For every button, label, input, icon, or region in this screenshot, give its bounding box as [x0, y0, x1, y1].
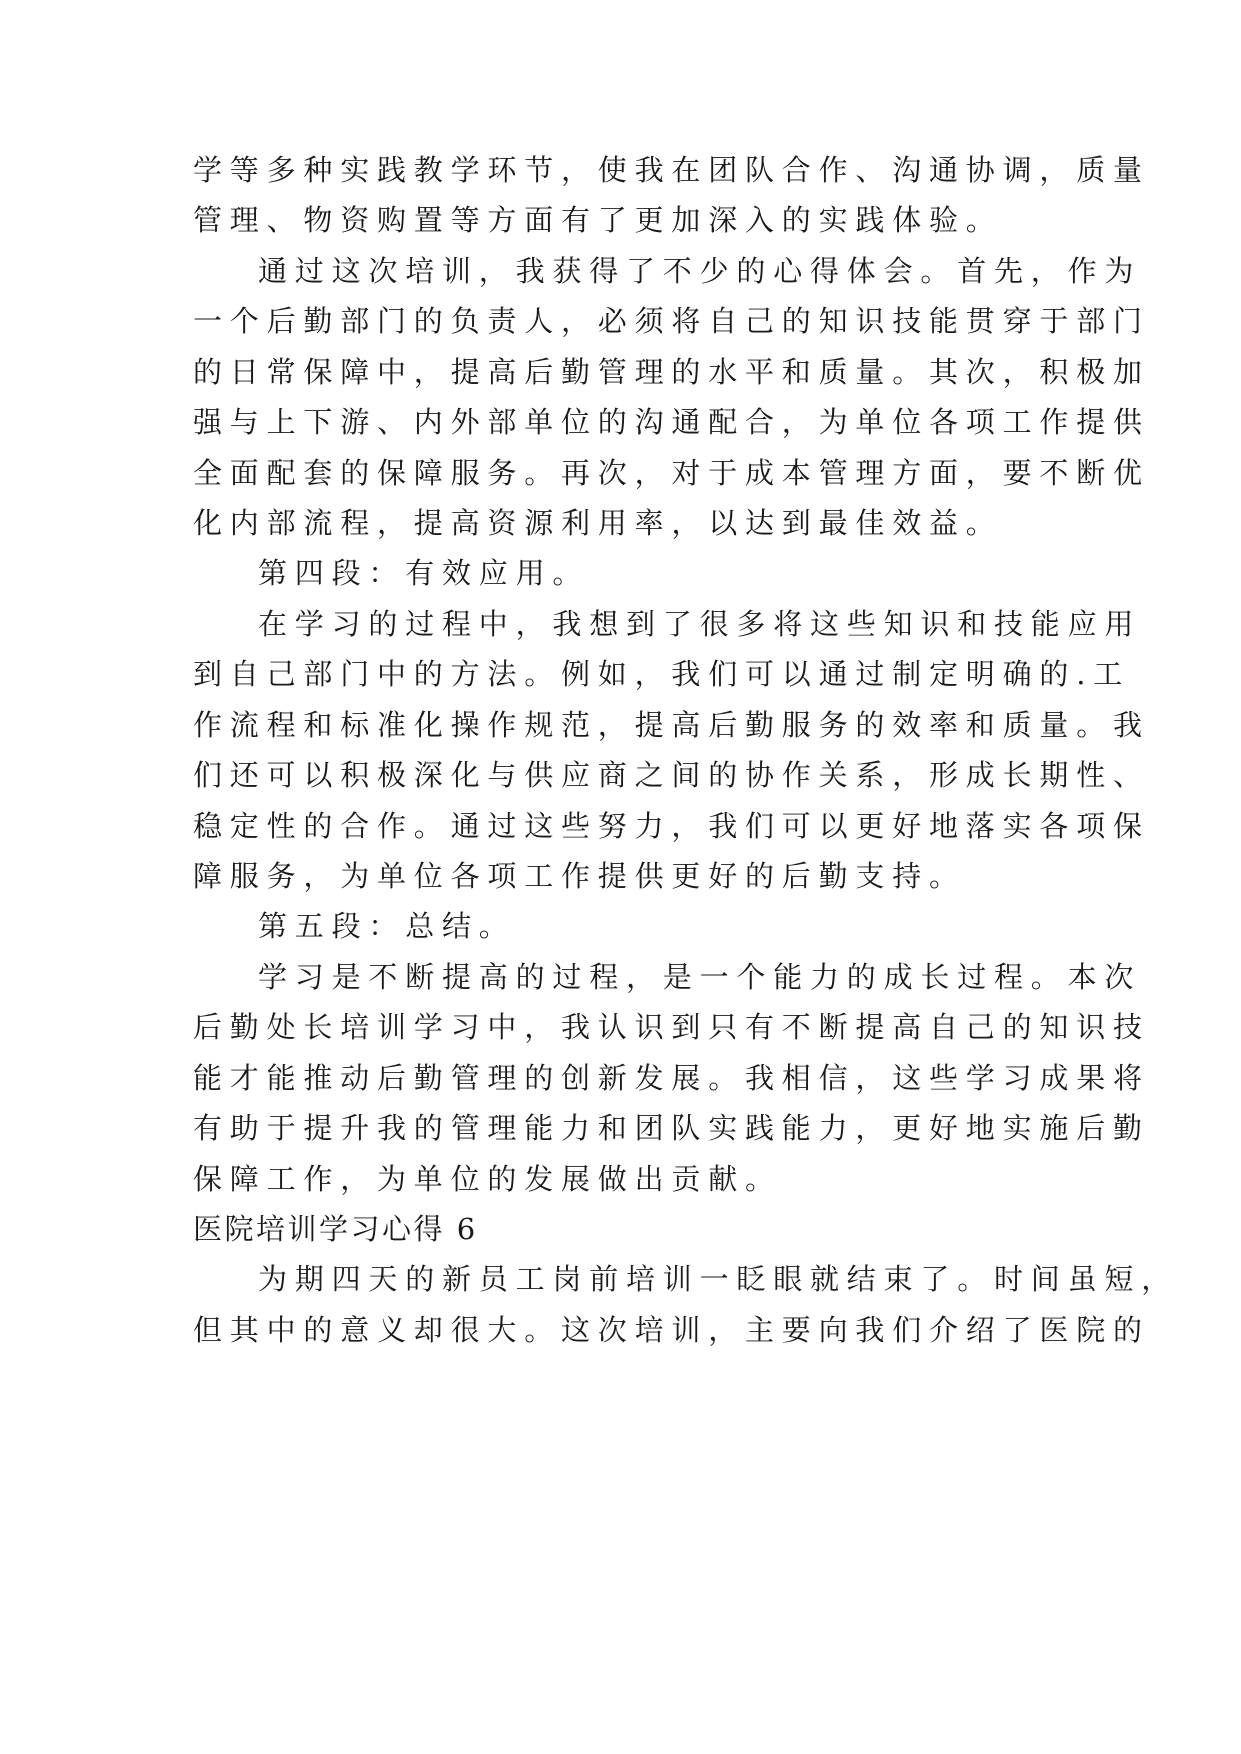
text-line: 强与上下游、内外部单位的沟通配合，为单位各项工作提供 [193, 405, 1150, 439]
section-heading: 第四段：有效应用。 [258, 556, 590, 590]
text-line: 后勤处长培训学习中，我认识到只有不断提高自己的知识技 [193, 1010, 1150, 1044]
section-heading: 第五段：总结。 [258, 909, 516, 943]
text-line: 稳定性的合作。通过这些努力，我们可以更好地落实各项保 [193, 809, 1150, 843]
article-title: 医院培训学习心得 6 [193, 1212, 478, 1246]
paragraph-first-line: 在学习的过程中，我想到了很多将这些知识和技能应用 [258, 607, 1142, 641]
paragraph-first-line: 为期四天的新员工岗前培训一眨眼就结束了。时间虽短， [258, 1262, 1179, 1296]
text-line: 能才能推动后勤管理的创新发展。我相信，这些学习成果将 [193, 1061, 1150, 1095]
text-line: 保障工作，为单位的发展做出贡献。 [193, 1162, 782, 1196]
text-line: 们还可以积极深化与供应商之间的协作关系，形成长期性、 [193, 758, 1150, 792]
text-line: 的日常保障中，提高后勤管理的水平和质量。其次，积极加 [193, 355, 1150, 389]
text-line: 学等多种实践教学环节，使我在团队合作、沟通协调，质量 [193, 153, 1150, 187]
text-line: 管理、物资购置等方面有了更加深入的实践体验。 [193, 203, 1003, 237]
text-line: 到自己部门中的方法。例如，我们可以通过制定明确的.工 [193, 657, 1131, 691]
text-line: 但其中的意义却很大。这次培训，主要向我们介绍了医院的 [193, 1313, 1150, 1347]
paragraph-first-line: 学习是不断提高的过程，是一个能力的成长过程。本次 [258, 960, 1142, 994]
text-line: 有助于提升我的管理能力和团队实践能力，更好地实施后勤 [193, 1111, 1150, 1145]
text-line: 化内部流程，提高资源利用率，以达到最佳效益。 [193, 506, 1003, 540]
text-line: 作流程和标准化操作规范，提高后勤服务的效率和质量。我 [193, 708, 1150, 742]
text-line: 全面配套的保障服务。再次，对于成本管理方面，要不断优 [193, 456, 1150, 490]
paragraph-first-line: 通过这次培训，我获得了不少的心得体会。首先，作为 [258, 254, 1142, 288]
text-line: 一个后勤部门的负责人，必须将自己的知识技能贯穿于部门 [193, 304, 1150, 338]
text-line: 障服务，为单位各项工作提供更好的后勤支持。 [193, 859, 966, 893]
